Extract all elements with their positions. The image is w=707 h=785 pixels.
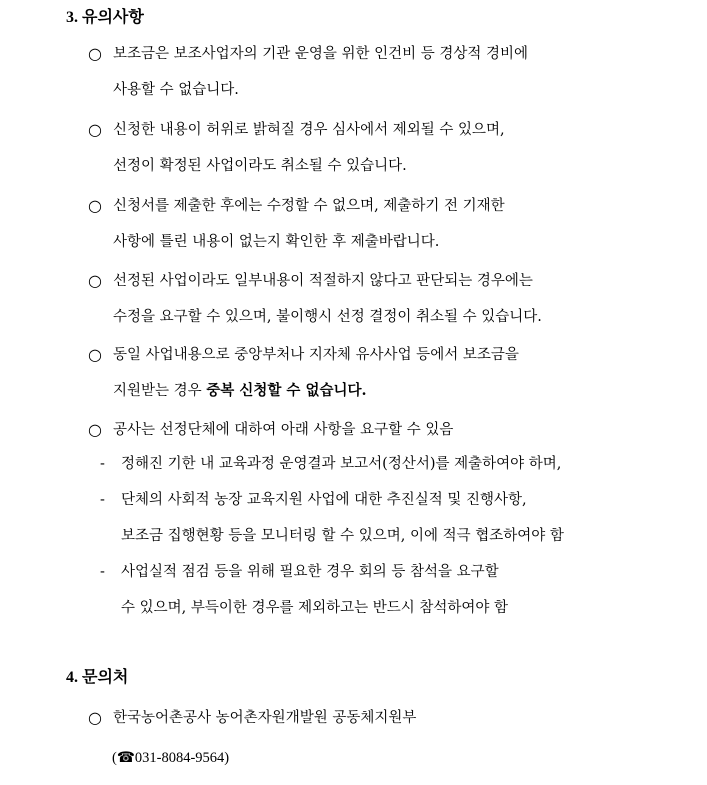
notice-item-3 (85, 188, 645, 260)
notice-item-5-line-2: 지원받는 경우 중복 신청할 수 없습니다. (113, 382, 367, 399)
contact-phone: (☎031-8084-9564) (112, 750, 230, 766)
notice-item-6-line-1: ○ 공사는 선정단체에 대하여 아래 사항을 요구할 수 있음 (85, 412, 645, 448)
notice-item-6 (85, 412, 645, 448)
section-4-title: 4. 문의처 (66, 669, 129, 686)
requirement-item-3-line-2: 수 있으며, 부득이한 경우를 제외하고는 반드시 참석하여야 함 (121, 600, 509, 616)
bullet-circle-icon: ○ (88, 271, 102, 290)
notice-item-2-line-2: 선정이 확정된 사업이라도 취소될 수 있습니다. (113, 158, 407, 174)
bullet-circle-icon: ○ (88, 345, 102, 364)
notice-item-4 (85, 263, 645, 335)
notice-item-1-line-1: ○ 보조금은 보조사업자의 기관 운영을 위한 인건비 등 경상적 경비에 (85, 36, 645, 72)
requirement-item-2: - 단체의 사회적 농장 교육지원 사업에 대한 추진실적 및 진행사항, (100, 482, 645, 518)
notice-item-4-line-1: ○ 선정된 사업이라도 일부내용이 적절하지 않다고 판단되는 경우에는 (85, 263, 645, 299)
notice-item-1 (85, 36, 645, 108)
notice-item-2 (85, 112, 645, 184)
bullet-circle-icon: ○ (88, 44, 102, 63)
notice-item-2-line-1: ○ 신청한 내용이 허위로 밝혀질 경우 심사에서 제외될 수 있으며, (85, 112, 645, 148)
dash-marker: - (100, 564, 105, 580)
requirement-item-1: - 정해진 기한 내 교육과정 운영결과 보고서(정산서)를 제출하여야 하며, (100, 446, 645, 482)
notice-item-5-line-1: ○ 동일 사업내용으로 중앙부처나 지자체 유사사업 등에서 보조금을 (85, 337, 645, 373)
bullet-circle-icon: ○ (88, 420, 102, 439)
contact-line (85, 700, 645, 736)
notice-item-5 (85, 337, 645, 409)
bullet-circle-icon: ○ (88, 196, 102, 215)
section-3-title: 3. 유의사항 (66, 9, 144, 26)
contact-item (85, 700, 645, 736)
dash-marker: - (100, 492, 105, 508)
bullet-circle-icon: ○ (88, 120, 102, 139)
notice-item-3-line-2: 사항에 틀린 내용이 없는지 확인한 후 제출바랍니다. (113, 234, 440, 250)
duplicate-warning: 중복 신청할 수 없습니다. (206, 382, 367, 399)
notice-item-4-line-2: 수정을 요구할 수 있으며, 불이행시 선정 결정이 취소될 수 있습니다. (113, 309, 542, 325)
requirement-item-3: - 사업실적 점검 등을 위해 필요한 경우 회의 등 참석을 요구할 (100, 554, 645, 590)
requirement-list (100, 446, 645, 626)
notice-item-1-line-2: 사용할 수 없습니다. (113, 82, 239, 98)
notice-item-3-line-1: ○ 신청서를 제출한 후에는 수정할 수 없으며, 제출하기 전 기재한 (85, 188, 645, 224)
bullet-circle-icon: ○ (88, 708, 102, 727)
contact-organization: 한국농어촌공사 농어촌자원개발원 공동체지원부 (113, 710, 417, 726)
dash-marker: - (100, 456, 105, 472)
requirement-item-2-line-2: 보조금 집행현황 등을 모니터링 할 수 있으며, 이에 적극 협조하여야 함 (121, 528, 564, 544)
